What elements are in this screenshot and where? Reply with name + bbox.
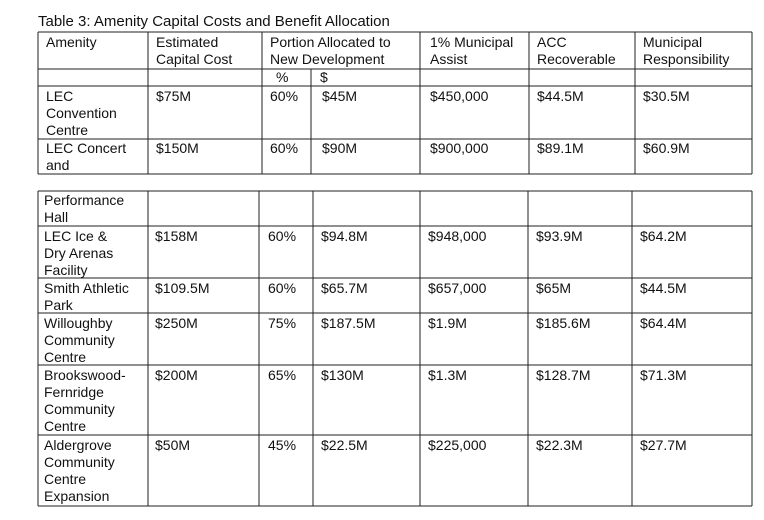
amenity-cell: Performance [44,192,125,208]
amenity-cell: Aldergrove [44,437,112,453]
amenity-cell: Community [44,401,115,417]
responsibility-cell: $27.7M [640,437,687,453]
header-portion-dollar: $ [320,69,328,85]
amenity-cell: Hall [44,209,69,225]
acc-cell: $185.6M [536,315,591,331]
portion-dollar-cell: $90M [322,140,358,156]
capital-cost-cell: $250M [155,315,198,331]
responsibility-cell: $64.2M [640,228,687,244]
capital-cost-cell: $200M [155,367,198,383]
municipal-assist-cell: $657,000 [428,280,487,296]
amenity-cell: Centre [44,349,87,365]
acc-cell: $65M [536,280,572,296]
header-capital-cost-line2: Capital Cost [156,51,233,67]
capital-cost-cell: $109.5M [155,280,210,296]
acc-cell: $89.1M [537,140,584,156]
amenity-cell: Centre [44,471,87,487]
capital-cost-cell: $158M [155,228,198,244]
capital-cost-cell: $150M [156,140,199,156]
amenity-cell: and [46,157,70,173]
portion-dollar-cell: $130M [321,367,364,383]
amenity-cell: Convention [46,105,117,121]
portion-dollar-cell: $45M [322,88,358,104]
header-responsibility-line1: Municipal [643,34,703,50]
capital-cost-cell: $50M [155,437,191,453]
portion-pct-cell: 60% [270,88,299,104]
amenity-cell: Centre [44,418,87,434]
acc-cell: $128.7M [536,367,591,383]
responsibility-cell: $60.9M [643,140,690,156]
amenity-cell: Fernridge [44,384,104,400]
amenity-cell: Expansion [44,488,110,504]
responsibility-cell: $64.4M [640,315,687,331]
portion-pct-cell: 60% [268,228,297,244]
header-portion-pct: % [276,69,289,85]
header-acc-line2: Recoverable [537,51,616,67]
header-municipal-assist-line1: 1% Municipal [430,34,514,50]
municipal-assist-cell: $450,000 [430,88,489,104]
amenity-cell: Community [44,454,115,470]
portion-dollar-cell: $94.8M [321,228,368,244]
acc-cell: $22.3M [536,437,583,453]
portion-pct-cell: 75% [268,315,297,331]
header-portion-line1: Portion Allocated to [270,34,391,50]
portion-pct-cell: 60% [268,280,297,296]
portion-pct-cell: 45% [268,437,297,453]
municipal-assist-cell: $1.9M [428,315,467,331]
amenity-cell: Centre [46,122,89,138]
portion-pct-cell: 65% [268,367,297,383]
table-caption: Table 3: Amenity Capital Costs and Benefit Allocation [38,13,390,30]
portion-pct-cell: 60% [270,140,299,156]
amenity-cell: Community [44,332,115,348]
header-amenity: Amenity [46,34,97,50]
header-municipal-assist-line2: Assist [430,51,468,67]
amenity-cell: LEC Concert [46,140,127,156]
municipal-assist-cell: $225,000 [428,437,487,453]
header-capital-cost-line1: Estimated [156,34,219,50]
portion-dollar-cell: $22.5M [321,437,368,453]
amenity-cell: Smith Athletic [44,280,129,296]
amenity-cell: Facility [44,262,88,278]
header-acc-line1: ACC [537,34,567,50]
acc-cell: $44.5M [537,88,584,104]
amenity-cell: Brookswood- [44,367,126,383]
municipal-assist-cell: $1.3M [428,367,467,383]
amenity-cell: LEC Ice & [44,228,108,244]
acc-cell: $93.9M [536,228,583,244]
capital-cost-cell: $75M [156,88,192,104]
header-portion-line2: New Development [270,51,385,67]
municipal-assist-cell: $948,000 [428,228,487,244]
municipal-assist-cell: $900,000 [430,140,489,156]
amenity-cell: LEC [46,88,74,104]
responsibility-cell: $71.3M [640,367,687,383]
amenity-cell: Dry Arenas [44,245,114,261]
amenity-cell: Willoughby [44,315,113,331]
amenity-cell: Park [44,297,73,313]
responsibility-cell: $30.5M [643,88,690,104]
responsibility-cell: $44.5M [640,280,687,296]
portion-dollar-cell: $65.7M [321,280,368,296]
portion-dollar-cell: $187.5M [321,315,376,331]
header-responsibility-line2: Responsibility [643,51,730,67]
